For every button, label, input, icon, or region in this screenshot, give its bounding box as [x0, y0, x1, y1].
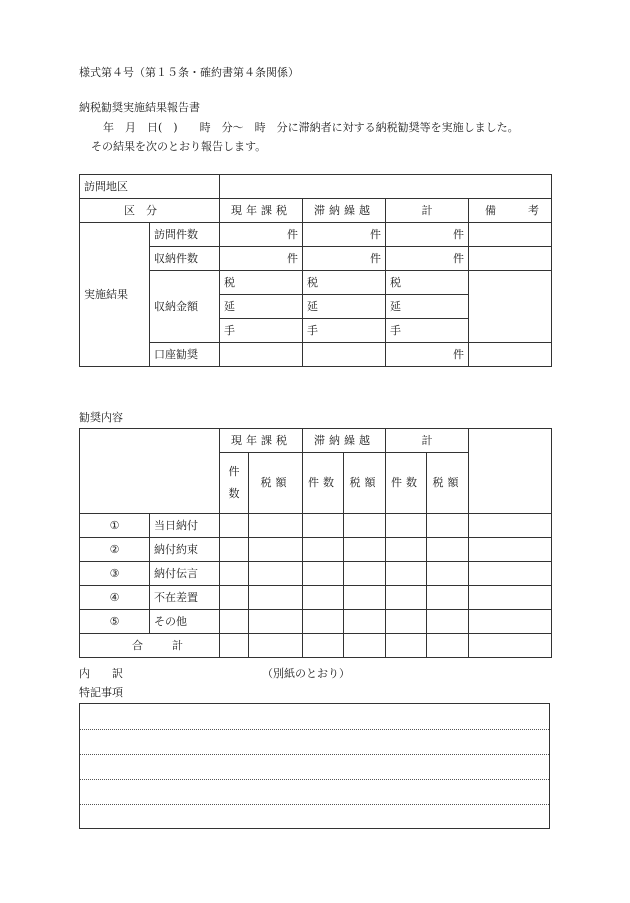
rec-total-tax-header: 税額 — [427, 453, 469, 514]
rec-cell[interactable] — [220, 538, 249, 562]
rec-cell[interactable] — [344, 538, 386, 562]
uchiwake-label: 内 訳 — [79, 667, 123, 680]
rec-cell[interactable] — [386, 514, 427, 538]
collected-count-label: 収納件数 — [150, 247, 220, 271]
rec-cell[interactable] — [386, 610, 427, 634]
rec-cell[interactable] — [344, 586, 386, 610]
rec-cell[interactable] — [469, 610, 552, 634]
rec-row-number: ① — [80, 514, 150, 538]
account-remarks-cell[interactable] — [469, 343, 552, 367]
visits-delinquent-cell[interactable]: 件 — [303, 223, 386, 247]
rec-cell[interactable] — [344, 634, 386, 658]
amount-current-tax[interactable]: 税 — [220, 271, 303, 295]
rec-cell[interactable] — [303, 586, 344, 610]
total-header: 計 — [386, 199, 469, 223]
rec-row-1 — [80, 514, 552, 538]
rec-row-label: その他 — [150, 610, 220, 634]
visit-area-field[interactable] — [220, 175, 552, 199]
report-date-line: 年 月 日( ) 時 分～ 時 分に滞納者に対する納税勧奨等を実施しました。 — [103, 121, 519, 134]
rec-cell[interactable] — [469, 634, 552, 658]
rec-corner-cell — [80, 429, 220, 514]
rec-cell[interactable] — [427, 610, 469, 634]
rec-cell[interactable] — [303, 634, 344, 658]
rec-total-header: 計 — [386, 429, 469, 453]
rec-cell[interactable] — [249, 586, 303, 610]
rec-cell[interactable] — [469, 562, 552, 586]
rec-row-number: ③ — [80, 562, 150, 586]
account-label: 口座勧奨 — [150, 343, 220, 367]
rec-cell[interactable] — [427, 634, 469, 658]
amount-current-delay[interactable]: 延 — [220, 295, 303, 319]
amount-total-fee[interactable]: 手 — [386, 319, 469, 343]
amount-delinquent-delay[interactable]: 延 — [303, 295, 386, 319]
rec-cell[interactable] — [303, 562, 344, 586]
amount-total-delay[interactable]: 延 — [386, 295, 469, 319]
amount-delinquent-fee[interactable]: 手 — [303, 319, 386, 343]
collected-delinquent-cell[interactable]: 件 — [303, 247, 386, 271]
rec-delinquent-count-header: 件数 — [303, 453, 344, 514]
rec-row-2 — [80, 538, 552, 562]
visits-label: 訪問件数 — [150, 223, 220, 247]
rec-cell[interactable] — [469, 586, 552, 610]
amount-total-tax[interactable]: 税 — [386, 271, 469, 295]
rec-cell[interactable] — [344, 610, 386, 634]
rec-cell[interactable] — [344, 514, 386, 538]
tokki-line — [80, 804, 549, 805]
rec-cell[interactable] — [220, 514, 249, 538]
kubun-header: 区 分 — [80, 199, 220, 223]
rec-cell[interactable] — [344, 562, 386, 586]
collected-current-cell[interactable]: 件 — [220, 247, 303, 271]
form-number: 様式第４号（第１５条・確約書第４条関係） — [79, 66, 299, 79]
rec-row-number: ⑤ — [80, 610, 150, 634]
rec-cell[interactable] — [303, 610, 344, 634]
rec-total-label: 合 計 — [80, 634, 220, 658]
remarks-header: 備 考 — [469, 199, 552, 223]
visits-total-cell[interactable]: 件 — [386, 223, 469, 247]
visits-remarks-cell[interactable] — [469, 223, 552, 247]
rec-row-3 — [80, 562, 552, 586]
rec-cell[interactable] — [249, 514, 303, 538]
rec-cell[interactable] — [220, 634, 249, 658]
report-intro-line: その結果を次のとおり報告します。 — [91, 140, 267, 153]
rec-row-5 — [80, 610, 552, 634]
rec-delinquent-header: 滞納繰越 — [303, 429, 386, 453]
rec-current-header: 現年課税 — [220, 429, 303, 453]
rec-cell[interactable] — [303, 538, 344, 562]
rec-delinquent-tax-header: 税額 — [344, 453, 386, 514]
rec-header-row — [80, 429, 552, 453]
tokki-title: 特記事項 — [79, 686, 123, 699]
rec-row-label: 納付約束 — [150, 538, 220, 562]
recommendation-table — [79, 428, 552, 658]
rec-row-label: 納付伝言 — [150, 562, 220, 586]
amount-tax-row — [80, 271, 552, 295]
collected-remarks-cell[interactable] — [469, 247, 552, 271]
tokki-box[interactable] — [79, 703, 550, 829]
amount-remarks-cell[interactable] — [469, 271, 552, 343]
amount-label: 収納金額 — [150, 271, 220, 343]
rec-current-count-header: 件 数 — [220, 453, 249, 514]
tokki-line — [80, 729, 549, 730]
recommendation-title: 勧奨内容 — [79, 411, 123, 424]
rec-cell[interactable] — [249, 610, 303, 634]
account-total-cell[interactable]: 件 — [386, 343, 469, 367]
rec-cell[interactable] — [249, 634, 303, 658]
rec-row-number: ② — [80, 538, 150, 562]
rec-total-row — [80, 634, 552, 658]
rec-cell[interactable] — [220, 610, 249, 634]
rec-cell[interactable] — [469, 514, 552, 538]
account-current-cell[interactable] — [220, 343, 303, 367]
rec-current-tax-header: 税額 — [249, 453, 303, 514]
rec-total-count-header: 件数 — [386, 453, 427, 514]
rec-cell[interactable] — [249, 538, 303, 562]
collected-total-cell[interactable]: 件 — [386, 247, 469, 271]
rec-remarks-header — [469, 429, 552, 514]
account-delinquent-cell[interactable] — [303, 343, 386, 367]
rec-cell[interactable] — [427, 538, 469, 562]
delinquent-header: 滞納繰越 — [303, 199, 386, 223]
results-table — [79, 174, 552, 367]
current-tax-header: 現年課税 — [220, 199, 303, 223]
rec-row-label: 不在差置 — [150, 586, 220, 610]
rec-cell[interactable] — [386, 562, 427, 586]
rec-cell[interactable] — [427, 514, 469, 538]
rec-row-label: 当日納付 — [150, 514, 220, 538]
rec-cell[interactable] — [386, 634, 427, 658]
jisshi-kekka-label: 実施結果 — [80, 223, 150, 367]
rec-row-4 — [80, 586, 552, 610]
rec-cell[interactable] — [427, 562, 469, 586]
rec-row-number: ④ — [80, 586, 150, 610]
report-title: 納税勧奨実施結果報告書 — [79, 101, 200, 114]
tokki-line — [80, 779, 549, 780]
visits-current-cell[interactable]: 件 — [220, 223, 303, 247]
rec-cell[interactable] — [386, 586, 427, 610]
amount-current-fee[interactable]: 手 — [220, 319, 303, 343]
visits-row — [80, 223, 552, 247]
rec-cell[interactable] — [469, 538, 552, 562]
rec-cell[interactable] — [386, 538, 427, 562]
header-row — [80, 199, 552, 223]
visit-area-row — [80, 175, 552, 199]
rec-cell[interactable] — [303, 514, 344, 538]
amount-delinquent-tax[interactable]: 税 — [303, 271, 386, 295]
account-row — [80, 343, 552, 367]
tokki-line — [80, 754, 549, 755]
rec-cell[interactable] — [427, 586, 469, 610]
rec-cell[interactable] — [249, 562, 303, 586]
uchiwake-note: （別紙のとおり） — [262, 667, 350, 680]
visit-area-label: 訪問地区 — [80, 175, 220, 199]
collected-count-row — [80, 247, 552, 271]
rec-cell[interactable] — [220, 586, 249, 610]
rec-cell[interactable] — [220, 562, 249, 586]
